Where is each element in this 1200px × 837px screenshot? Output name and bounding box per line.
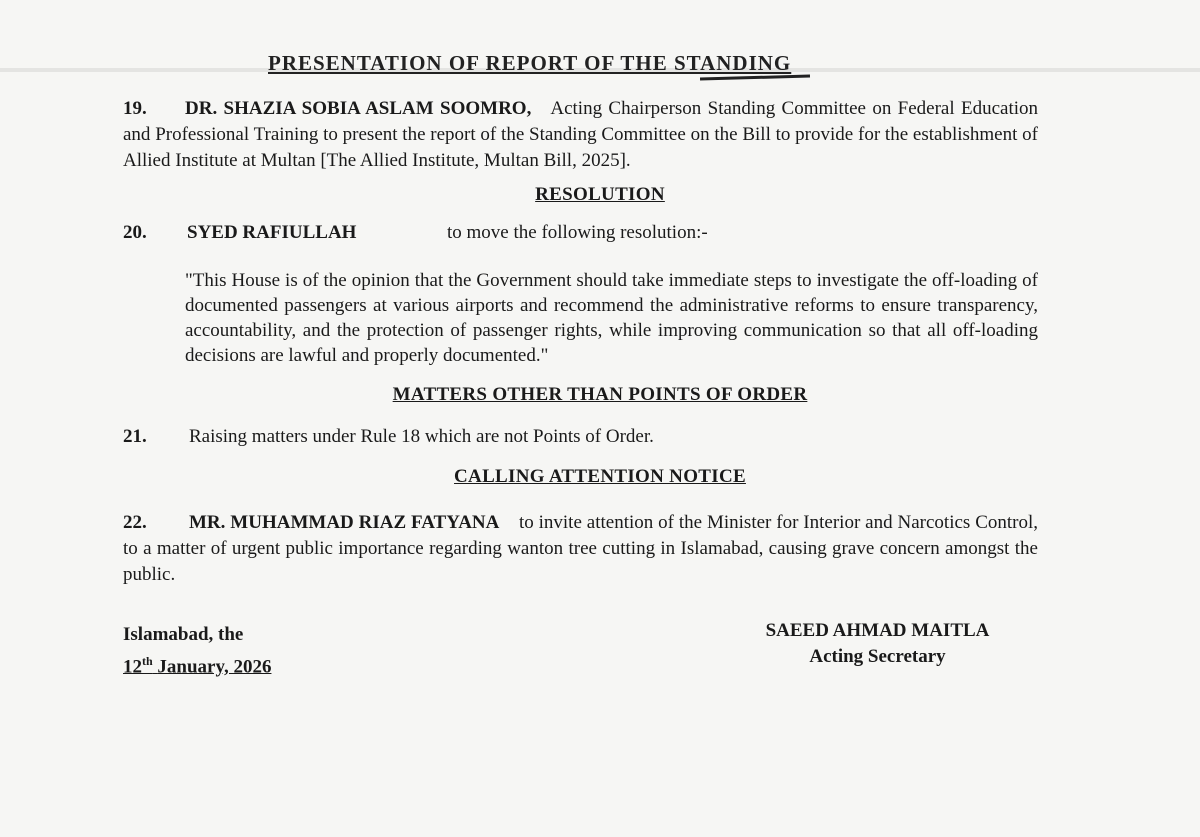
member-name: DR. SHAZIA SOBIA ASLAM SOOMRO, [185, 98, 532, 119]
signatory-designation: Acting Secretary [809, 646, 946, 667]
cut-off-heading: PRESENTATION OF REPORT OF THE STANDING [268, 51, 792, 75]
agenda-item-21 [123, 426, 654, 448]
item-text: to invite attention of the Minister for Interior and Narcotics Control, to a matter of urgent public importance regarding wanton tree cutting in Islamabad, causing grave concern amongst the public. [123, 512, 1038, 585]
member-name: MR. MUHAMMAD RIAZ FATYANA [189, 512, 500, 533]
agenda-item-20 [123, 222, 708, 244]
member-name: SYED RAFIULLAH [187, 222, 357, 243]
agenda-item-19 [123, 96, 1038, 174]
issue-date: 12th January, 2026 [123, 654, 272, 678]
item-text: to move the following resolution:- [447, 222, 708, 243]
signature-block [700, 618, 1055, 670]
place-date-block [123, 622, 271, 680]
item-number: 19. [123, 98, 147, 119]
item-number: 22. [123, 512, 147, 533]
resolution-heading: RESOLUTION [535, 184, 665, 205]
matters-heading: MATTERS OTHER THAN POINTS OF ORDER [392, 384, 808, 405]
resolution-text: "This House is of the opinion that the Government should take immediate steps to investigate the off-loading of documented passengers at various airports and recommend the administrative reforms to ensure transparency, accountability, and the protection of passenger rights, while improving communication so that all off-loading decisions are lawful and properly documented." [185, 270, 1038, 366]
item-text: Raising matters under Rule 18 which are not Points of Order. [189, 426, 654, 447]
place-label: Islamabad, the [123, 624, 244, 645]
signatory-name: SAEED AHMAD MAITLA [765, 620, 990, 641]
item-text: Acting Chairperson Standing Committee on Federal Education and Professional Training to present the report of the Standing Committee on the Bill to provide for the establishment of Allied Institute at Multan [The Allied Institute, Multan Bill, 2025]. [123, 98, 1039, 171]
agenda-item-22 [123, 510, 1038, 588]
item-number: 20. [123, 222, 147, 243]
item-number: 21. [123, 426, 147, 447]
calling-attention-heading: CALLING ATTENTION NOTICE [454, 466, 746, 487]
